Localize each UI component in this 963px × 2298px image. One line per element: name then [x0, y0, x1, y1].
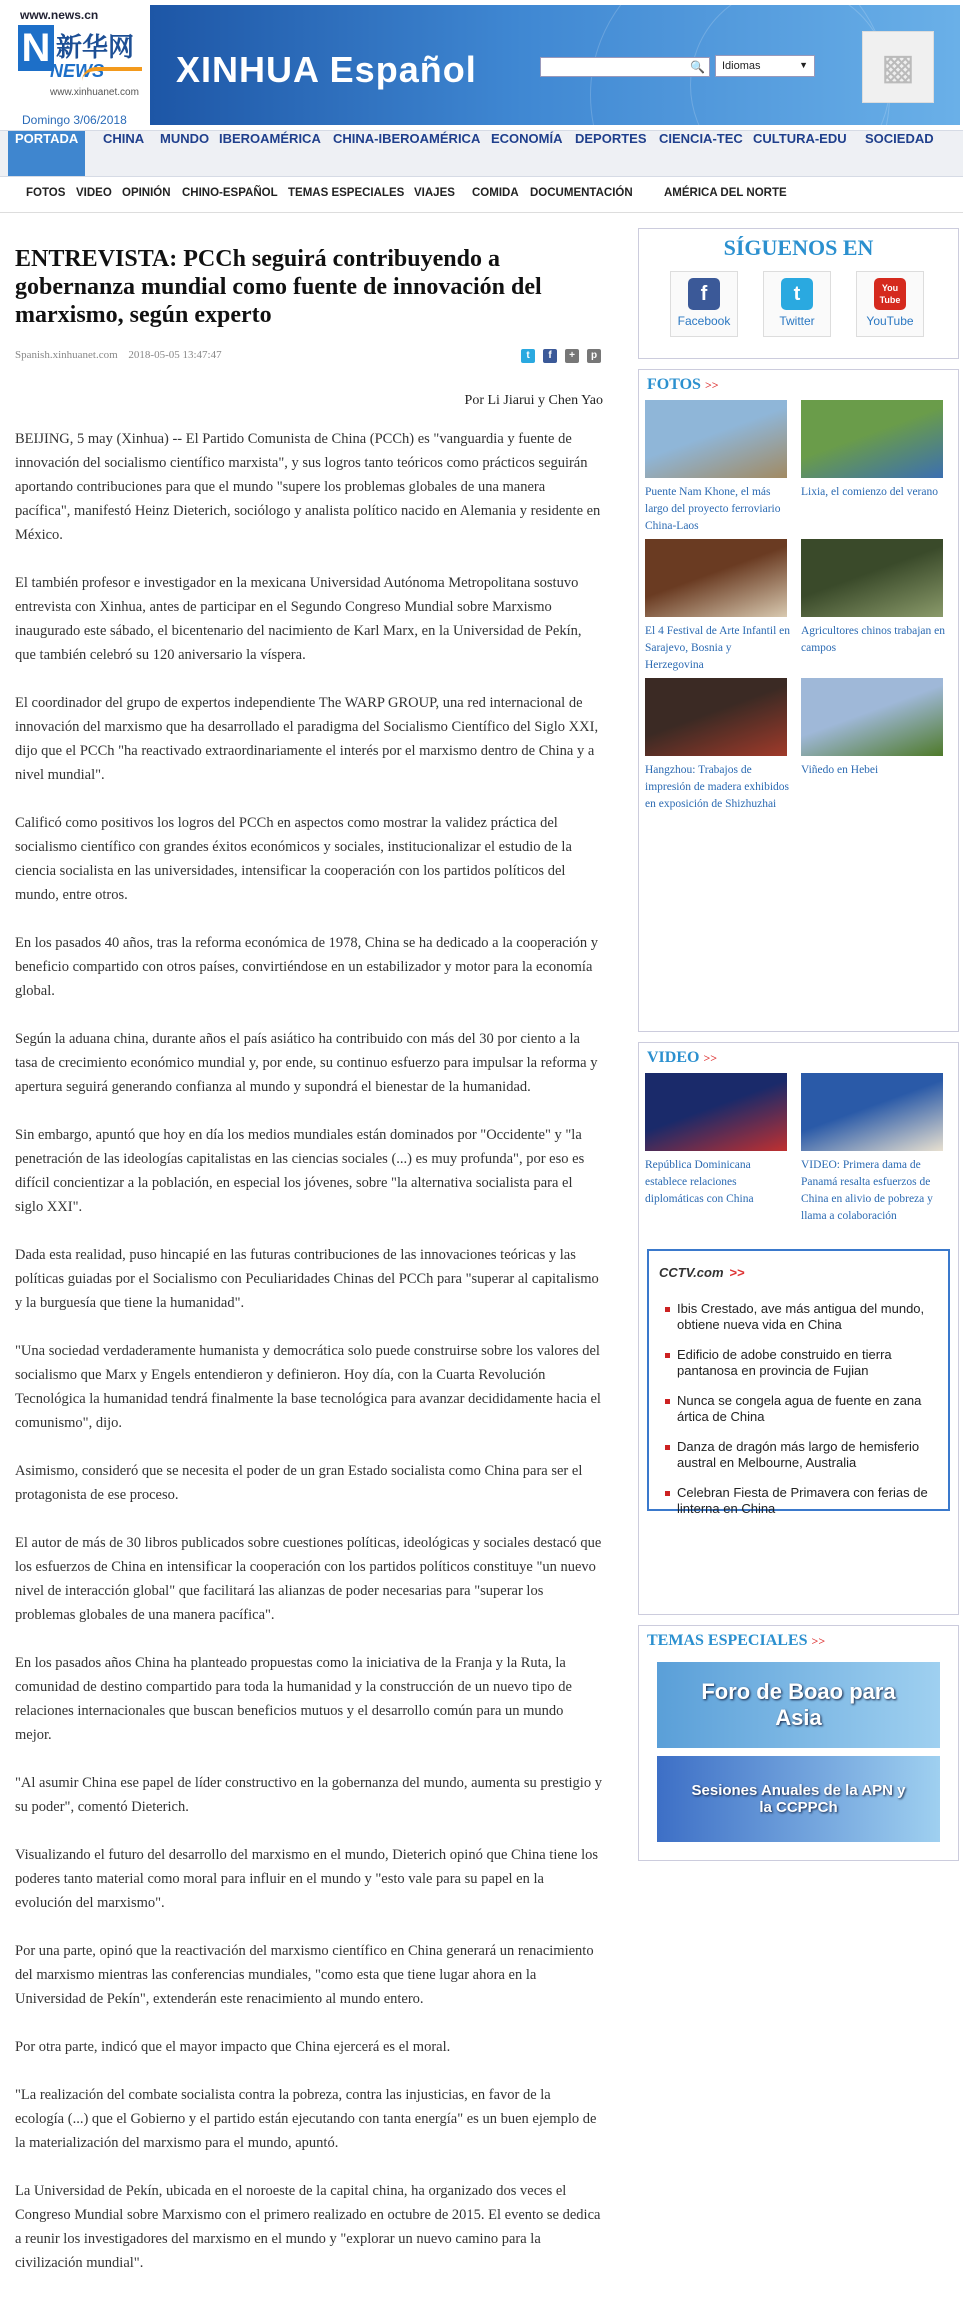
subnav-item-3[interactable]: CHINO-ESPAÑOL: [182, 187, 278, 199]
follow-us-box: [638, 228, 959, 359]
article-paragraph: "Una sociedad verdaderamente humanista y democrática solo puede construirse sobre los valores del socialismo que Marx y Engels entendieron y definieron. Hoy día, con la Cuarta Revolución Tecnológica la humanidad tendrá finalmente la base tecnológica para avanzar decididamente hacia el comunismo", dijo.: [15, 1343, 601, 1431]
photos-more-arrows[interactable]: >>: [704, 378, 719, 392]
thumbnail-image[interactable]: [801, 678, 943, 756]
subnav-item-2[interactable]: OPINIÓN: [122, 187, 171, 199]
video-grid: [639, 1073, 958, 1229]
article-paragraph: Por una parte, opinó que la reactivación del marxismo científico en China generará un renacimiento del marxismo mientras las conferencias mundiales, "como esta que tiene lugar ahora en la Universidad de Pekín", extenderán este renacimiento al mundo entero.: [15, 1943, 594, 2007]
page-header: [0, 0, 963, 130]
photos-grid: [639, 400, 958, 817]
social-tile[interactable]: [670, 271, 738, 337]
article-paragraph: Calificó como positivos los logros del PCCh en aspectos como mostrar la validez práctica del socialismo científico con grandes éxitos económicos y sociales, institucionalizar el estudio de la ciencia socialista en las universidades, intensificar la cooperación con los partidos políticos del mundo, entre otros.: [15, 815, 572, 903]
nav-item-8[interactable]: CULTURA-EDU: [753, 131, 847, 146]
nav-item-6[interactable]: DEPORTES: [575, 131, 647, 146]
thumbnail-caption[interactable]: Hangzhou: Trabajos de impresión de madera exhibidos en exposición de Shizhuzhai: [645, 764, 790, 810]
subnav-item-6[interactable]: COMIDA: [472, 187, 519, 199]
media-item[interactable]: [801, 1073, 947, 1225]
article-source: Spanish.xinhuanet.com: [15, 349, 118, 361]
article-paragraph: El también profesor e investigador en la mexicana Universidad Autónoma Metropolitana sostuvo entrevista con Xinhua, antes de participar en el Segundo Congreso Mundial sobre Marxismo inaugurado este sábado, el bicentenario del nacimiento de Karl Marx, en la Universidad de Pekín, que también celebró su 120 aniversario la víspera.: [15, 575, 582, 663]
thumbnail-image[interactable]: [801, 539, 943, 617]
chevron-down-icon: ▼: [799, 60, 808, 70]
video-more-arrows[interactable]: >>: [703, 1051, 718, 1065]
logo-mark: N: [18, 25, 54, 71]
follow-us-title: SÍGUENOS EN: [723, 235, 874, 260]
article-paragraph: "La realización del combate socialista contra la pobreza, contra las injusticias, en favor de la ecología (...) que el Gobierno y el partido están ejecutando con tanta energía" es un buen ejemplo de la materialización del marxismo para el mundo, apuntó.: [15, 2087, 597, 2151]
special-topics-box: [638, 1625, 959, 1861]
media-item[interactable]: [645, 539, 791, 674]
special-topics-more-arrows[interactable]: >>: [811, 1634, 826, 1648]
special-topic-banner-text[interactable]: Foro de Boao para Asia: [701, 1679, 896, 1730]
subnav-item-1[interactable]: VIDEO: [76, 187, 112, 199]
nav-item-2[interactable]: MUNDO: [160, 131, 210, 146]
special-topics-title[interactable]: [639, 1626, 958, 1656]
video-title-label[interactable]: VIDEO: [647, 1049, 700, 1066]
nav-item-9[interactable]: SOCIEDAD: [865, 131, 934, 146]
share-bar: [521, 349, 601, 363]
youtube-icon[interactable]: You Tube: [874, 278, 906, 310]
social-link-youtube[interactable]: [856, 271, 924, 337]
nav-item-5[interactable]: ECONOMÍA: [491, 131, 563, 146]
cctv-news-item[interactable]: Edificio de adobe construido en tierra pantanosa en provincia de Fujian: [665, 1347, 949, 1379]
nav-item-7[interactable]: CIENCIA-TEC: [659, 131, 743, 146]
article-datetime: 2018-05-05 13:47:47: [128, 349, 222, 361]
cctv-list: [665, 1301, 949, 1531]
special-topic-banner[interactable]: [657, 1662, 940, 1748]
nav-item-3[interactable]: IBEROAMÉRICA: [219, 131, 321, 146]
article-paragraph: La Universidad de Pekín, ubicada en el noroeste de la capital china, ha organizado dos veces el Congreso Mundial sobre Marxismo con el primero realizado en octubre de 2015. El evento se dedica a reunir los investigadores del marxismo en el mundo y "explorar un nuevo camino para la civilización mundial".: [15, 2183, 601, 2271]
sub-nav: [0, 177, 963, 213]
subnav-item-4[interactable]: TEMAS ESPECIALES: [288, 187, 405, 199]
zoom-icon[interactable]: +: [565, 349, 579, 363]
logo-swoosh: [82, 67, 142, 81]
print-icon[interactable]: p: [587, 349, 601, 363]
special-topic-banner-text[interactable]: Sesiones Anuales de la APN y la CCPPCh: [691, 1782, 906, 1816]
thumbnail-caption[interactable]: Viñedo en Hebei: [801, 764, 879, 776]
media-item[interactable]: [801, 539, 947, 674]
thumbnail-caption[interactable]: Lixia, el comienzo del verano: [801, 486, 938, 498]
article-paragraph: Dada esta realidad, puso hincapié en las futuras contribuciones de las innovaciones teóricas y las políticas guiadas por el Socialismo con Peculiaridades Chinas del PCCh para "superar al capitalismo y la burguesía que tiene la humanidad".: [15, 1247, 599, 1311]
video-title[interactable]: [639, 1043, 958, 1073]
article: [15, 245, 603, 2298]
media-item[interactable]: [645, 400, 791, 535]
special-topic-banner[interactable]: [657, 1756, 940, 1842]
media-item[interactable]: [645, 1073, 791, 1225]
article-paragraph: En los pasados años China ha planteado propuestas como la iniciativa de la Franja y la Ruta, la comunidad de destino compartido para toda la humanidad y la construcción de un nuevo tipo de relaciones internacionales que buscan beneficios mutuos y el desarrollo común para un mundo mejor.: [15, 1655, 572, 1743]
article-paragraph: Visualizando el futuro del desarrollo del marxismo en el mundo, Dieterich opinó que China tiene los poderes tanto material como moral para influir en el mundo y "esto vale para su papel en la evolución del marxismo".: [15, 1847, 599, 1911]
article-byline: Por Li Jiarui y Chen Yao: [464, 393, 603, 408]
media-item[interactable]: [645, 678, 791, 813]
cctv-box: [647, 1249, 950, 1516]
photos-title[interactable]: [639, 370, 958, 400]
site-logo[interactable]: [8, 5, 148, 125]
language-select[interactable]: [715, 55, 815, 77]
site-url[interactable]: www.news.cn: [20, 8, 99, 22]
cctv-news-item[interactable]: Nunca se congela agua de fuente en zana ártica de China: [665, 1393, 949, 1425]
media-item[interactable]: [801, 400, 947, 535]
nav-item-4[interactable]: CHINA-IBEROAMÉRICA: [333, 131, 481, 146]
thumbnail-image[interactable]: [645, 539, 787, 617]
subnav-item-7[interactable]: DOCUMENTACIÓN: [530, 187, 633, 199]
twitter-share-icon[interactable]: t: [521, 349, 535, 363]
article-paragraph: Asimismo, consideró que se necesita el poder de un gran Estado socialista como China para ser el protagonista de ese proceso.: [15, 1463, 583, 1503]
thumbnail-image[interactable]: [801, 400, 943, 478]
header-banner: [150, 5, 960, 125]
photos-title-label[interactable]: FOTOS: [647, 376, 701, 393]
article-paragraph: El autor de más de 30 libros publicados sobre cuestiones políticas, ideológicas y sociales destacó que los esfuerzos de China en intensificar la cooperación con los partidos políticos constituye "un nuevo nivel de interacción global" que facilitará las alianzas de poder necesarias para "superar los problemas globales de una manera pacífica".: [15, 1535, 602, 1623]
search-input[interactable]: [540, 57, 710, 77]
language-select-label: Idiomas: [722, 60, 761, 72]
social-tile[interactable]: [856, 271, 924, 337]
article-paragraph: Por otra parte, indicó que el mayor impacto que China ejercerá es el moral.: [15, 2039, 451, 2055]
social-link-twitter[interactable]: [763, 271, 831, 337]
plugin-puzzle-icon: ▩: [862, 31, 934, 103]
thumbnail-caption[interactable]: El 4 Festival de Arte Infantil en Sarajevo, Bosnia y Herzegovina: [645, 625, 790, 671]
social-tile[interactable]: [763, 271, 831, 337]
thumbnail-caption[interactable]: República Dominicana establece relaciones diplomáticas con China: [645, 1159, 754, 1205]
video-box: [638, 1042, 959, 1615]
subnav-item-5[interactable]: VIAJES: [414, 187, 455, 199]
subnav-item-8[interactable]: AMÉRICA DEL NORTE: [664, 187, 787, 199]
twitter-icon[interactable]: t: [781, 278, 813, 310]
current-date: Domingo 3/06/2018: [22, 113, 127, 127]
article-paragraph: Según la aduana china, durante años el país asiático ha contribuido con más del 30 por ciento a la tasa de crecimiento económico mundial y, por ende, su continuo esfuerzo para impulsar la reforma y apertura seguirá generando confianza al mundo y supondrá el bienestar de la humanidad.: [15, 1031, 598, 1095]
cctv-logo-text[interactable]: CCTV.com: [659, 1265, 724, 1280]
nav-item-0[interactable]: PORTADA: [8, 131, 85, 176]
thumbnail-caption[interactable]: VIDEO: Primera dama de Panamá resalta esfuerzos de China en alivio de pobreza y llama a colaboración: [801, 1159, 933, 1222]
cctv-logo[interactable]: [659, 1265, 745, 1280]
thumbnail-caption[interactable]: Agricultores chinos trabajan en campos: [801, 625, 946, 654]
thumbnail-image[interactable]: [645, 400, 787, 478]
thumbnail-image[interactable]: [801, 1073, 943, 1151]
facebook-share-icon[interactable]: f: [543, 349, 557, 363]
cctv-more-arrows[interactable]: >>: [729, 1265, 745, 1280]
article-paragraph: "Al asumir China ese papel de líder constructivo en la gobernanza del mundo, aumenta su prestigio y su poder", comentó Dieterich.: [15, 1775, 602, 1815]
search-icon[interactable]: 🔍: [690, 60, 705, 74]
main-nav: [0, 130, 963, 177]
article-meta: [15, 349, 603, 373]
social-label[interactable]: YouTube: [866, 314, 914, 328]
brand-title: XINHUA Español: [176, 49, 477, 90]
logo-chinese-text: 新华网: [56, 33, 135, 63]
article-paragraph: Sin embargo, apuntó que hoy en día los medios mundiales están dominados por "Occidente" y "la penetración de las ideologías capitalistas en las ciencias sociales (...) es muy profunda", por eso es difícil concientizar a la población, en especial los jóvenes, sobre "la alternativa socialista para el siglo XXI".: [15, 1127, 585, 1215]
nav-item-1[interactable]: CHINA: [103, 131, 145, 146]
article-paragraph: BEIJING, 5 may (Xinhua) -- El Partido Comunista de China (PCCh) es "vanguardia y fuente de innovación del socialismo científico marxista", y sus logros tanto teóricos como prácticos seguirán aportando contribuciones para que el mundo "supere los problemas globales de una manera pacífica", manifestó Heinz Dieterich, sociólogo y analista político nacido en Alemania y residente en México.: [15, 431, 601, 543]
article-paragraph: En los pasados 40 años, tras la reforma económica de 1978, China se ha dedicado a la cooperación y beneficio compartido con otros países, convirtiéndose en un estabilizador y motor para la economía global.: [15, 935, 599, 999]
facebook-icon[interactable]: f: [688, 278, 720, 310]
cctv-news-item[interactable]: Danza de dragón más largo de hemisferio austral en Melbourne, Australia: [665, 1439, 949, 1471]
article-title: ENTREVISTA: PCCh seguirá contribuyendo a gobernanza mundial como fuente de innovación del marxismo, según experto: [15, 246, 542, 328]
thumbnail-image[interactable]: [645, 1073, 787, 1151]
social-link-facebook[interactable]: [670, 271, 738, 337]
logo-news-text: NEWS: [50, 61, 104, 81]
photos-box: [638, 369, 959, 1032]
logo-url: www.xinhuanet.com: [50, 87, 139, 98]
cctv-news-item[interactable]: Ibis Crestado, ave más antigua del mundo, obtiene nueva vida en China: [665, 1301, 949, 1333]
social-label[interactable]: Facebook: [677, 314, 731, 328]
sidebar: [638, 228, 959, 1871]
thumbnail-image[interactable]: [645, 678, 787, 756]
cctv-news-item[interactable]: Celebran Fiesta de Primavera con ferias de linterna en China: [665, 1485, 949, 1517]
special-topics-title-label[interactable]: TEMAS ESPECIALES: [647, 1632, 808, 1649]
subnav-item-0[interactable]: FOTOS: [26, 187, 66, 199]
media-item[interactable]: [801, 678, 947, 813]
article-paragraph: El coordinador del grupo de expertos independiente The WARP GROUP, una red internacional de innovación del marxismo que ha desarrollado el paradigma del Socialismo Científico del Siglo XXI, dijo que el PCCh "ha reactivado extraordinariamente el interés por el marxismo dentro de China y a nivel mundial".: [15, 695, 599, 783]
thumbnail-caption[interactable]: Puente Nam Khone, el más largo del proyecto ferroviario China-Laos: [645, 486, 781, 532]
article-body: [15, 427, 603, 2275]
social-label[interactable]: Twitter: [779, 314, 815, 328]
